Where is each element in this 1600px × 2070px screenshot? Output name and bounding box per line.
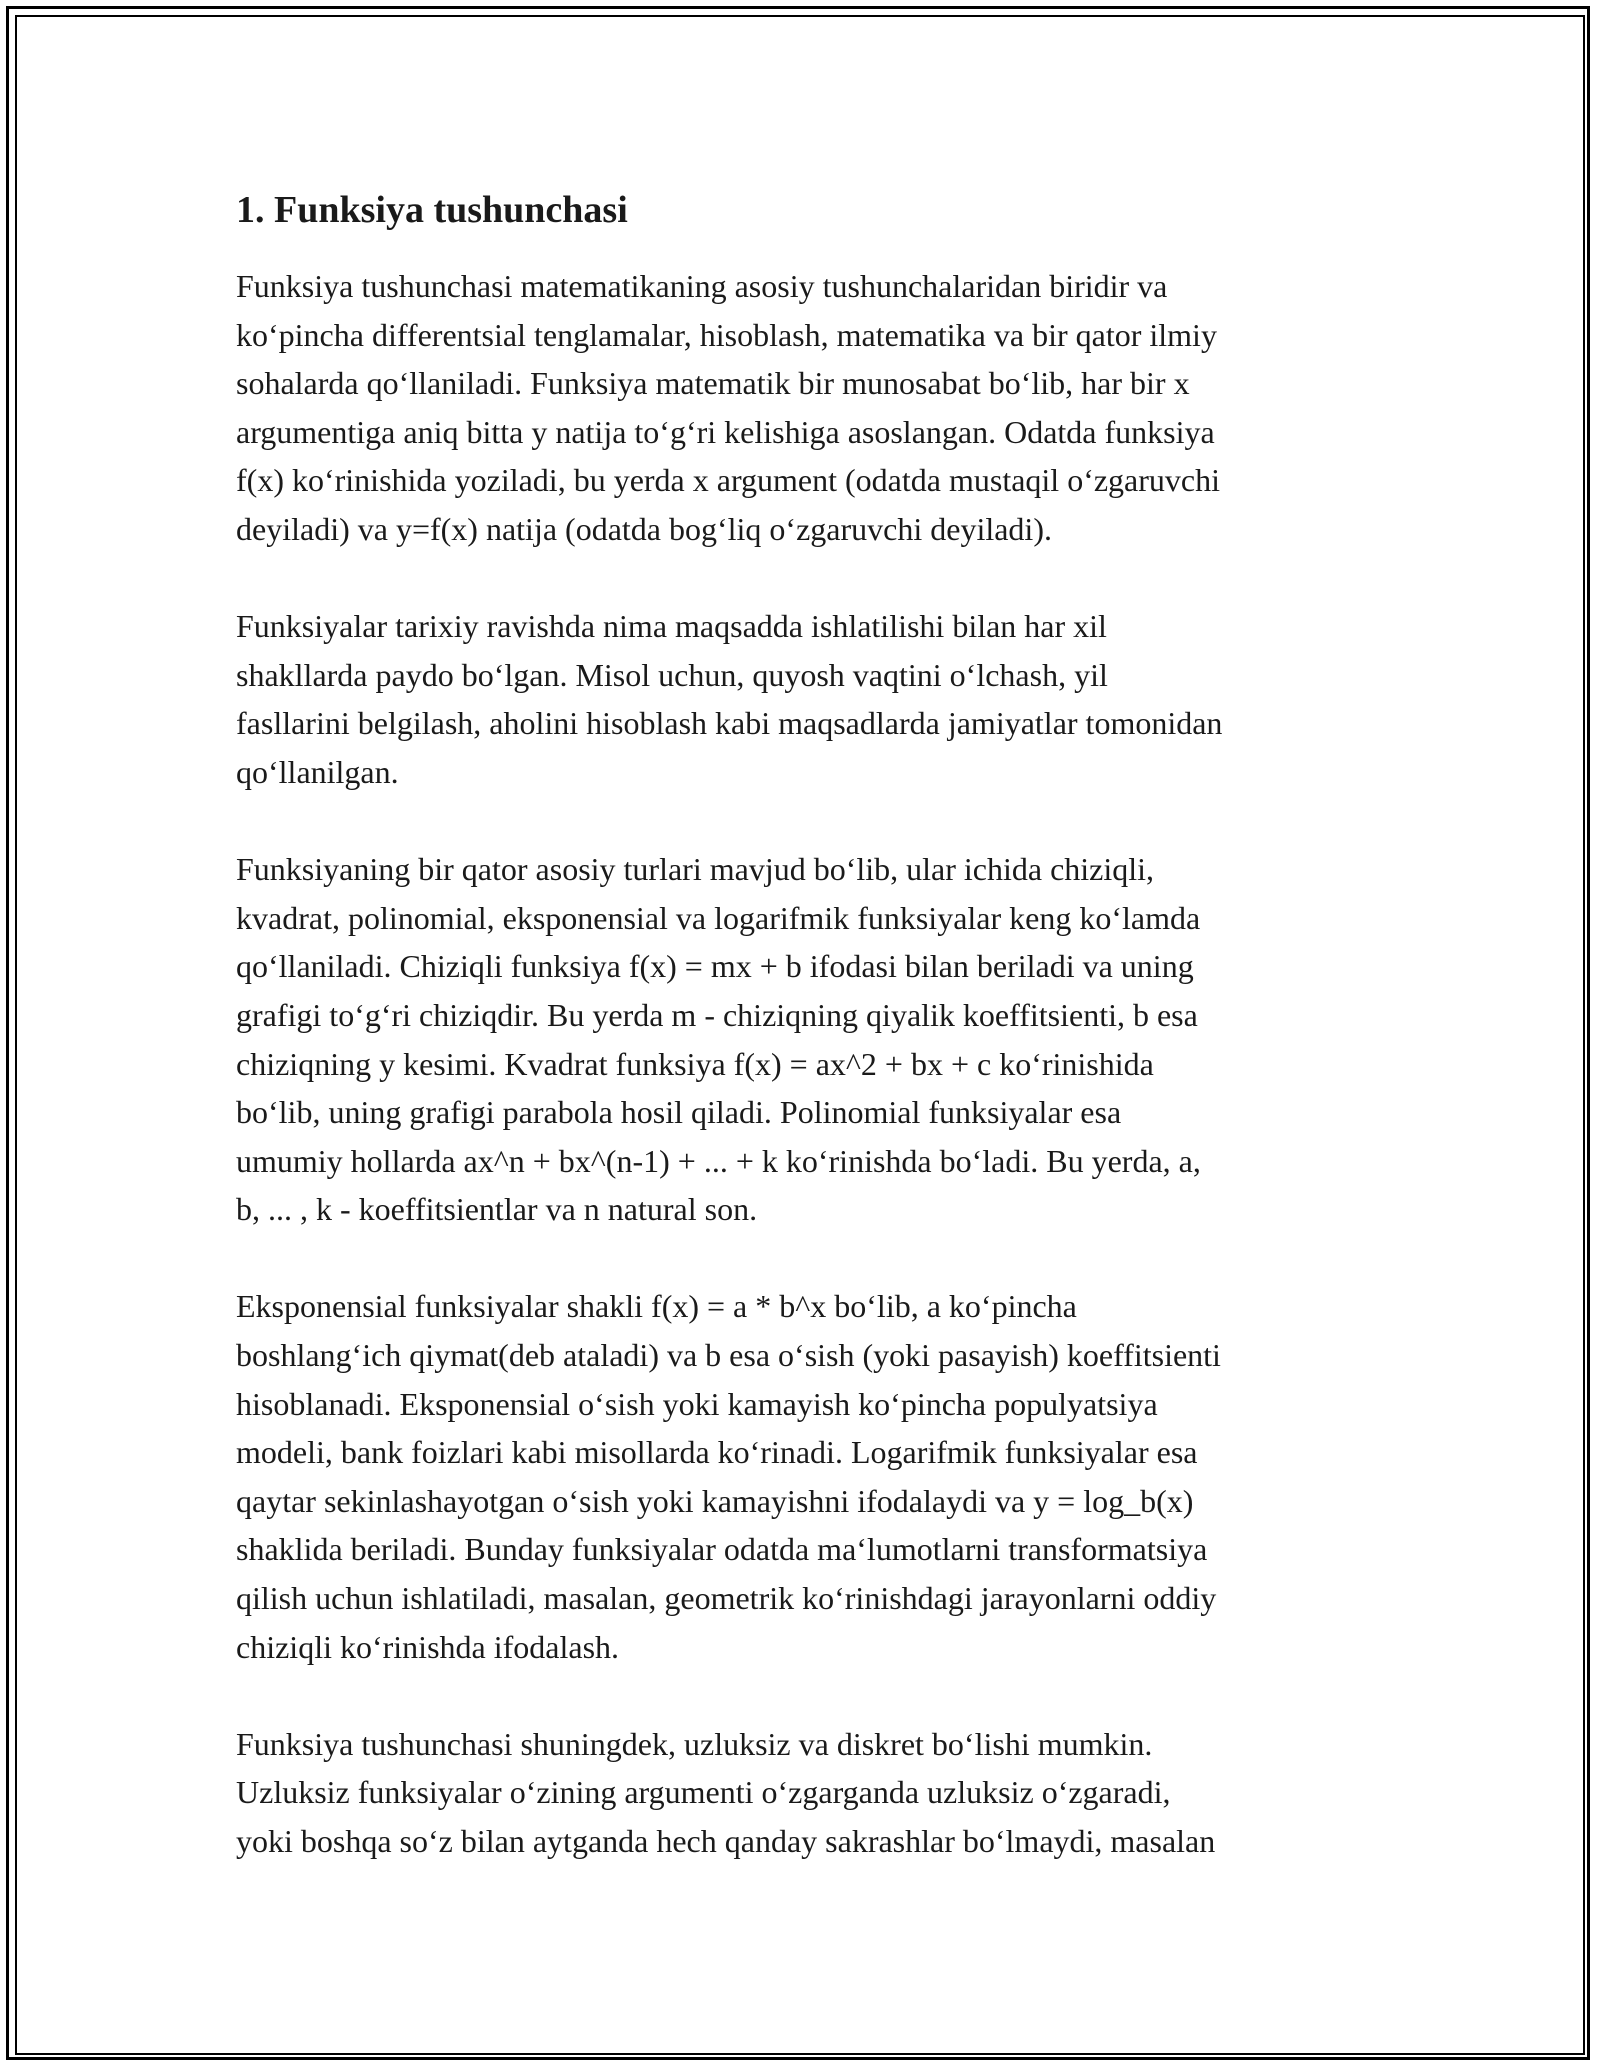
paragraph-2 bbox=[236, 602, 1376, 796]
paragraph-5 bbox=[236, 1720, 1376, 1866]
text-line: shaklida beriladi. Bunday funksiyalar odatda ma‘lumotlarni transformatsiya bbox=[236, 1531, 1208, 1568]
text-line: argumentiga aniq bitta y natija to‘g‘ri kelishiga asoslangan. Odatda funksiya bbox=[236, 413, 1215, 450]
text-line: f(x) ko‘rinishida yoziladi, bu yerda x argument (odatda mustaqil o‘zgaruvchi bbox=[236, 462, 1220, 499]
text-line: ko‘pincha differentsial tenglamalar, hisoblash, matematika va bir qator ilmiy bbox=[236, 316, 1217, 353]
text-line: modeli, bank foizlari kabi misollarda ko‘rinadi. Logarifmik funksiyalar esa bbox=[236, 1434, 1198, 1471]
text-line: Eksponensial funksiyalar shakli f(x) = a * b^x bo‘lib, a ko‘pincha bbox=[236, 1288, 1077, 1325]
text-line: qo‘llanilgan. bbox=[236, 753, 399, 790]
paragraph-4 bbox=[236, 1282, 1376, 1671]
text-line: qaytar sekinlashayotgan o‘sish yoki kamayishni ifodalaydi va y = log_b(x) bbox=[236, 1482, 1194, 1519]
text-line: grafigi to‘g‘ri chiziqdir. Bu yerda m - chiziqning qiyalik koeffitsienti, b esa bbox=[236, 996, 1198, 1033]
text-line: sohalarda qo‘llaniladi. Funksiya matematik bir munosabat bo‘lib, har bir x bbox=[236, 365, 1190, 402]
text-line: b, ... , k - koeffitsientlar va n natural son. bbox=[236, 1191, 758, 1228]
text-line: kvadrat, polinomial, eksponensial va logarifmik funksiyalar keng ko‘lamda bbox=[236, 899, 1201, 936]
text-line: boshlang‘ich qiymat(deb ataladi) va b esa o‘sish (yoki pasayish) koeffitsienti bbox=[236, 1337, 1221, 1374]
paragraph-3 bbox=[236, 845, 1376, 1234]
text-line: chiziqli ko‘rinishda ifodalash. bbox=[236, 1628, 620, 1665]
text-line: yoki boshqa so‘z bilan aytganda hech qanday sakrashlar bo‘lmaydi, masalan bbox=[236, 1823, 1216, 1859]
text-line: Funksiyaning bir qator asosiy turlari mavjud bo‘lib, ular ichida chiziqli, bbox=[236, 851, 1155, 888]
text-line: Funksiya tushunchasi shuningdek, uzluksiz va diskret bo‘lishi mumkin. bbox=[236, 1725, 1153, 1762]
text-line: fasllarini belgilash, aholini hisoblash kabi maqsadlarda jamiyatlar tomonidan bbox=[236, 705, 1223, 742]
paragraph-1 bbox=[236, 262, 1376, 554]
text-line: qilish uchun ishlatiladi, masalan, geometrik ko‘rinishdagi jarayonlarni oddiy bbox=[236, 1580, 1217, 1617]
text-line: Uzluksiz funksiyalar o‘zining argumenti o‘zgarganda uzluksiz o‘zgaradi, bbox=[236, 1774, 1171, 1811]
text-line: hisoblanadi. Eksponensial o‘sish yoki kamayish ko‘pincha populyatsiya bbox=[236, 1385, 1158, 1422]
text-line: bo‘lib, uning grafigi parabola hosil qiladi. Polinomial funksiyalar esa bbox=[236, 1094, 1122, 1131]
text-line: qo‘llaniladi. Chiziqli funksiya f(x) = mx + b ifodasi bilan beriladi va uning bbox=[236, 948, 1194, 985]
text-line: Funksiya tushunchasi matematikaning asosiy tushunchalaridan biridir va bbox=[236, 268, 1168, 304]
text-line: Funksiyalar tarixiy ravishda nima maqsadda ishlatilishi bilan har xil bbox=[236, 608, 1107, 645]
section-heading: 1. Funksiya tushunchasi bbox=[236, 189, 628, 231]
text-line: shakllarda paydo bo‘lgan. Misol uchun, quyosh vaqtini o‘lchash, yil bbox=[236, 656, 1108, 693]
text-line: umumiy hollarda ax^n + bx^(n-1) + ... + k ko‘rinishda bo‘ladi. Bu yerda, a, bbox=[236, 1142, 1201, 1179]
document-body bbox=[236, 186, 1376, 1914]
text-line: deyiladi) va y=f(x) natija (odatda bog‘liq o‘zgaruvchi deyiladi). bbox=[236, 510, 1052, 547]
text-line: chiziqning y kesimi. Kvadrat funksiya f(x) = ax^2 + bx + c ko‘rinishida bbox=[236, 1045, 1154, 1082]
